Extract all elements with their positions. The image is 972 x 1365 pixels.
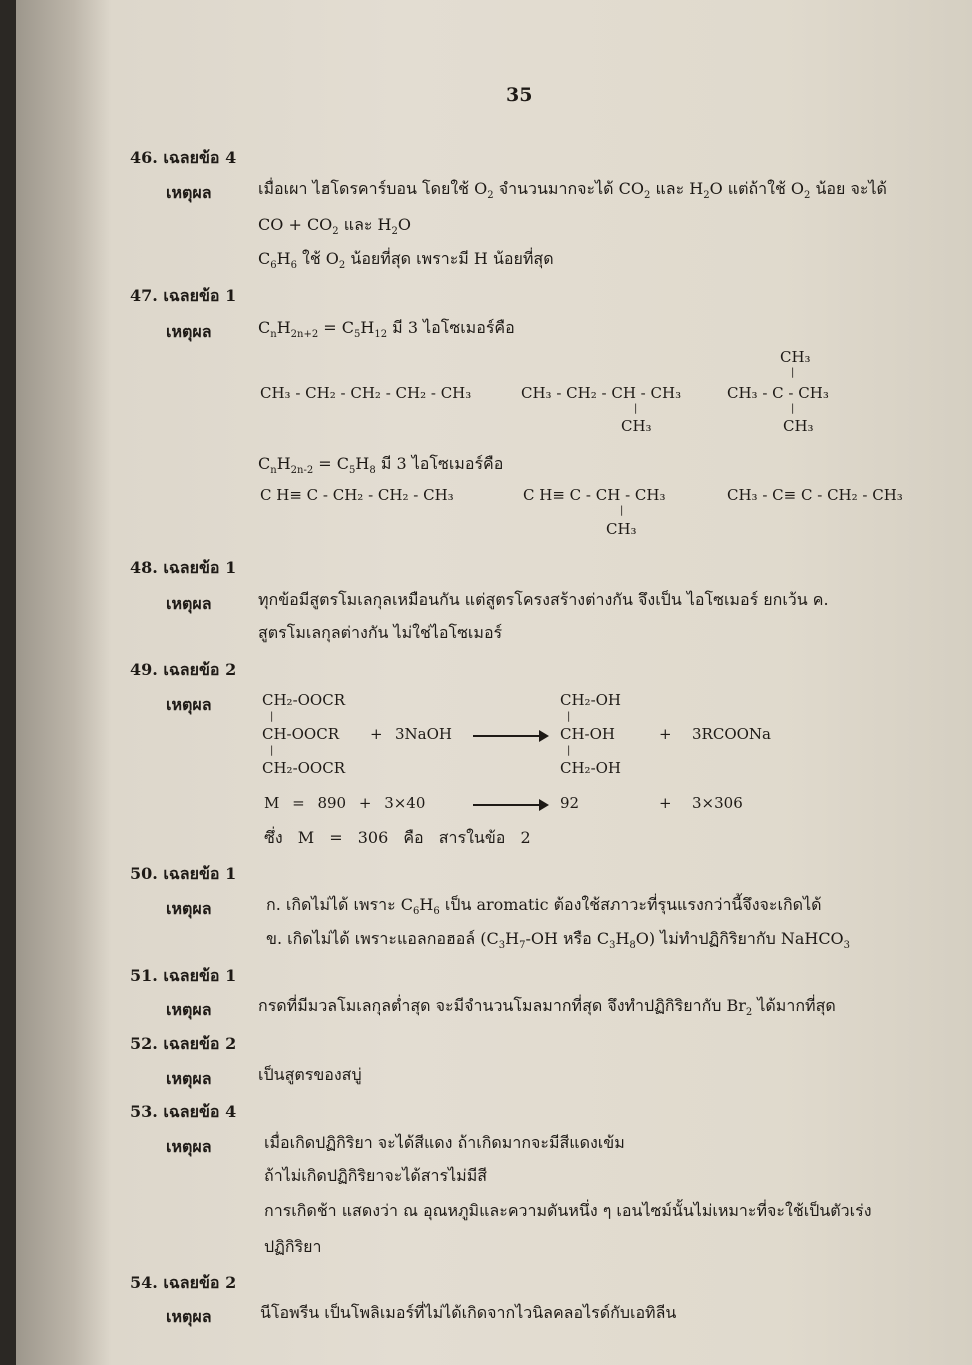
pentane-structure: CH₃ - CH₂ - CH₂ - CH₂ - CH₃ [260, 384, 472, 402]
triglyceride-line-3: CH₂-OOCR [262, 759, 346, 777]
answer-54-line-1: นีโอพรีน เป็นโพลิเมอร์ที่ไม่ได้เกิดจากไวนิลคลอไรด์กับเอทิลีน [260, 1303, 677, 1322]
answer-50-line-1: ก. เกิดไม่ได้ เพราะ $C_6H_6$ เป็น aromatic ต้องใช้สภาวะที่รุนแรงกว่านี้จึงจะเกิดได้ [266, 895, 822, 917]
bond-line: | [791, 367, 795, 378]
answer-52-reason-label: เหตุผล [166, 1069, 212, 1088]
plus-sign: + [370, 725, 383, 743]
answer-53-reason-label: เหตุผล [166, 1137, 212, 1156]
answer-51-heading: 51. เฉลยข้อ 1 [130, 966, 237, 985]
answer-51-reason-label: เหตุผล [166, 1000, 212, 1019]
answer-53-line-2: ถ้าไม่เกิดปฏิกิริยาจะได้สารไม่มีสี [264, 1166, 488, 1185]
page-gutter-shadow [16, 0, 111, 1365]
answer-53-line-4: ปฏิกิริยา [264, 1237, 322, 1256]
answer-46-heading: 46. เฉลยข้อ 4 [130, 148, 237, 167]
dimethylpropane-structure: CH₃ - C - CH₃ [727, 384, 829, 402]
answer-48-line-2: สูตรโมเลกุลต่างกัน ไม่ใช่ไอโซเมอร์ [258, 623, 503, 642]
bond-line: | [791, 403, 795, 414]
methylbutyne-structure: C H≡ C - CH - CH₃ [523, 486, 666, 504]
answer-47-reason-label: เหตุผล [166, 322, 212, 341]
answer-54-heading: 54. เฉลยข้อ 2 [130, 1273, 237, 1292]
answer-48-reason-label: เหตุผล [166, 594, 212, 613]
answer-47-heading: 47. เฉลยข้อ 1 [130, 286, 237, 305]
pentyne-structure: C H≡ C - CH₂ - CH₂ - CH₃ [260, 486, 454, 504]
book-page [16, 0, 972, 1365]
answer-46-line-2: CO + $CO_2$ และ $H_2O$ [258, 215, 412, 237]
answer-53-line-3: การเกิดช้า แสดงว่า ณ อุณหภูมิและความดันหนึ่ง ๆ เอนไซม์นั้นไม่เหมาะที่จะใช้เป็นตัวเร่ง [264, 1201, 872, 1220]
bond-line: | [567, 711, 571, 722]
plus-sign: + [659, 725, 672, 743]
alkyne-formula: $C_nH_{2n-2} = C_5H_8$ มี 3 ไอโซเมอร์คือ [258, 454, 504, 476]
bond-line: | [620, 505, 624, 516]
answer-49-conclusion: ซึ่ง M = 306 คือ สารในข้อ 2 [264, 828, 531, 847]
answer-50-line-2: ข. เกิดไม่ได้ เพราะแอลกอฮอล์ ($C_3H_7-OH$ หรือ $C_3H_8O$) ไม่ทำปฏิกิริยากับ NaHCO$_3$ [266, 929, 851, 951]
reaction-arrow [473, 735, 547, 737]
answer-53-heading: 53. เฉลยข้อ 4 [130, 1102, 237, 1121]
mass-glycerol: 92 [560, 794, 580, 812]
answer-50-heading: 50. เฉลยข้อ 1 [130, 864, 237, 883]
methylbutane-branch: CH₃ [621, 417, 652, 435]
answer-49-reason-label: เหตุผล [166, 695, 212, 714]
plus-sign: + [659, 794, 672, 812]
bond-line: | [270, 745, 274, 756]
pent-2-yne-structure: CH₃ - C≡ C - CH₂ - CH₃ [727, 486, 903, 504]
glycerol-line-1: CH₂-OH [560, 691, 622, 709]
mass-equation-left: M = 890 + 3×40 [264, 794, 426, 812]
answer-48-line-1: ทุกข้อมีสูตรโมเลกุลเหมือนกัน แต่สูตรโครงสร้างต่างกัน จึงเป็น ไอโซเมอร์ ยกเว้น ค. [258, 590, 829, 609]
answer-52-heading: 52. เฉลยข้อ 2 [130, 1034, 237, 1053]
answer-46-reason-label: เหตุผล [166, 183, 212, 202]
answer-50-reason-label: เหตุผล [166, 899, 212, 918]
answer-54-reason-label: เหตุผล [166, 1307, 212, 1326]
mass-soap: 3×306 [692, 794, 743, 812]
reaction-arrow [473, 804, 547, 806]
dimethylpropane-top: CH₃ [780, 348, 811, 366]
answer-52-line-1: เป็นสูตรของสบู่ [258, 1065, 362, 1084]
answer-49-heading: 49. เฉลยข้อ 2 [130, 660, 237, 679]
alkane-formula: $C_nH_{2n+2} = C_5H_{12}$ มี 3 ไอโซเมอร์คือ [258, 318, 515, 340]
naoh: 3NaOH [395, 725, 452, 743]
triglyceride-line-2: CH-OOCR [262, 725, 339, 743]
bond-line: | [270, 711, 274, 722]
methylbutyne-branch: CH₃ [606, 520, 637, 538]
triglyceride-line-1: CH₂-OOCR [262, 691, 346, 709]
bond-line: | [634, 403, 638, 414]
bond-line: | [567, 745, 571, 756]
answer-48-heading: 48. เฉลยข้อ 1 [130, 558, 237, 577]
glycerol-line-3: CH₂-OH [560, 759, 622, 777]
methylbutane-structure: CH₃ - CH₂ - CH - CH₃ [521, 384, 682, 402]
glycerol-line-2: CH-OH [560, 725, 616, 743]
answer-46-line-1: เมื่อเผา ไฮโดรคาร์บอน โดยใช้ $O_2$ จำนวนมากจะได้ $CO_2$ และ $H_2O$ แต่ถ้าใช้ $O_2$ น้อย จะได้ [258, 179, 887, 201]
answer-53-line-1: เมื่อเกิดปฏิกิริยา จะได้สีแดง ถ้าเกิดมากจะมีสีแดงเข้ม [264, 1133, 625, 1152]
answer-46-line-3: $C_6H_6$ ใช้ $O_2$ น้อยที่สุด เพราะมี H น้อยที่สุด [258, 249, 554, 271]
soap-product: 3RCOONa [692, 725, 771, 743]
dimethylpropane-bottom: CH₃ [783, 417, 814, 435]
answer-51-line-1: กรดที่มีมวลโมเลกุลต่ำสุด จะมีจำนวนโมลมากที่สุด จึงทำปฏิกิริยากับ $Br_2$ ได้มากที่สุด [258, 996, 836, 1018]
page-number: 35 [506, 84, 533, 106]
